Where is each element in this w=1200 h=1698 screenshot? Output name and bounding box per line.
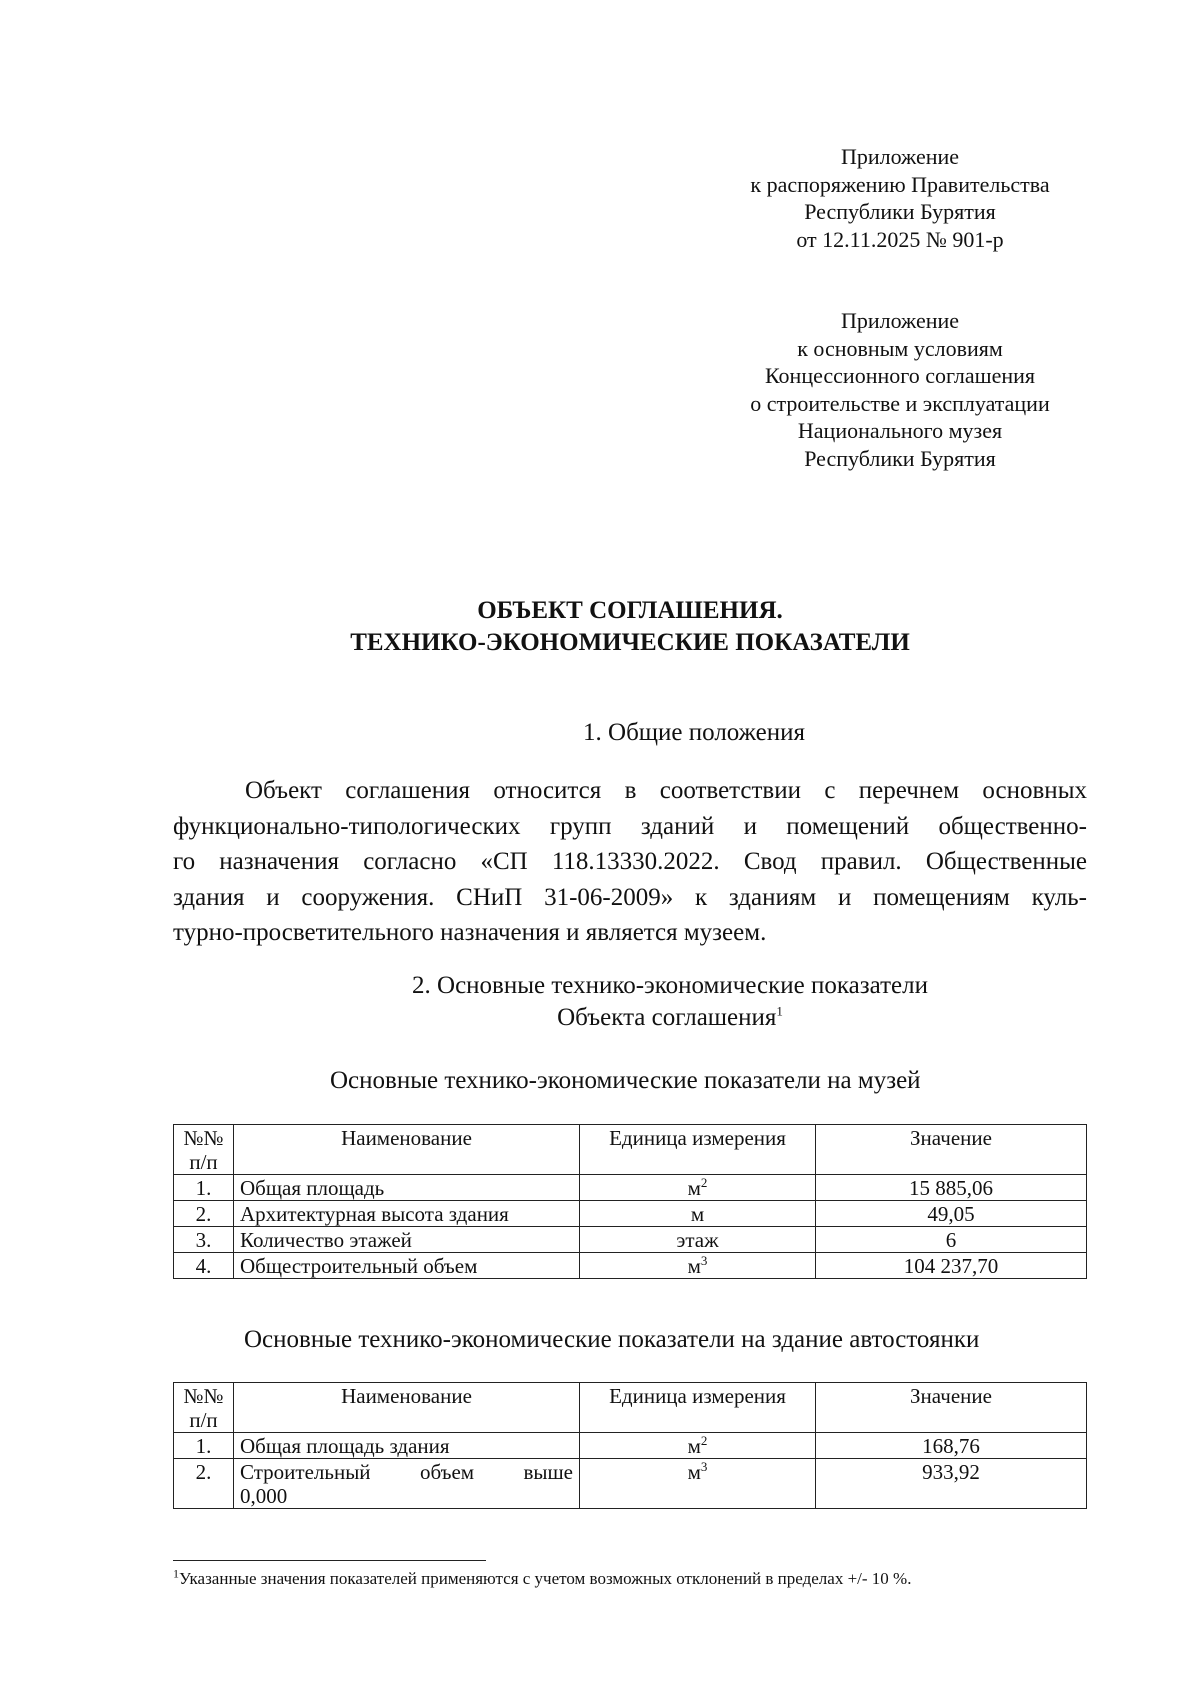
header-value: Значение xyxy=(816,1383,1087,1433)
table-museum xyxy=(173,1124,1087,1279)
section-1-heading: 1. Общие положения xyxy=(583,719,805,746)
approval-line: от 12.11.2025 № 901-р xyxy=(796,226,1004,252)
section-2-heading-line-2 xyxy=(300,1002,1040,1034)
document-title-line-1: ОБЪЕКТ СОГЛАШЕНИЯ. xyxy=(477,597,783,624)
table-header-row xyxy=(174,1383,1087,1433)
cell-value: 168,76 xyxy=(816,1433,1087,1459)
unit-text: м xyxy=(687,1460,701,1484)
unit-text: м xyxy=(687,1176,701,1200)
cell-num: 4. xyxy=(174,1253,234,1279)
cell-unit xyxy=(580,1459,816,1509)
approval-block-government-order xyxy=(700,143,1100,253)
cell-name: Общая площадь здания xyxy=(234,1433,580,1459)
unit-text: м xyxy=(687,1434,701,1458)
header-value: Значение xyxy=(816,1125,1087,1175)
approval-line: к основным условиям xyxy=(797,335,1003,361)
paragraph-line: функционально-типологических групп зданий и помещений общественно- xyxy=(173,812,1087,840)
approval-line: Концессионного соглашения xyxy=(764,363,1036,388)
unit-exponent: 2 xyxy=(700,1433,708,1448)
approval-line: Республики Бурятия xyxy=(804,199,996,224)
approval-line: Приложение xyxy=(840,144,960,169)
cell-value: 104 237,70 xyxy=(816,1253,1087,1279)
paragraph-line: здания и сооружения. СНиП 31-06-2009» к зданиям и помещениям куль- xyxy=(173,883,1087,911)
header-num: №№ п/п xyxy=(174,1383,234,1433)
cell-value: 49,05 xyxy=(816,1201,1087,1227)
cell-num: 2. xyxy=(174,1459,234,1509)
unit-exponent: 3 xyxy=(700,1459,708,1474)
footnote-mark: 1 xyxy=(173,1566,179,1581)
paragraph-line: го назначения согласно «СП 118.13330.2022. Свод правил. Общественные xyxy=(173,848,1087,875)
cell-name-line-2: 0,000 xyxy=(240,1484,288,1508)
approval-block-concession-terms xyxy=(700,307,1100,472)
cell-num: 1. xyxy=(174,1433,234,1459)
cell-num: 3. xyxy=(174,1227,234,1253)
unit-exponent: 3 xyxy=(700,1253,708,1268)
approval-line: к распоряжению Правительства xyxy=(750,171,1050,197)
cell-value: 15 885,06 xyxy=(816,1175,1087,1201)
table-museum-caption: Основные технико-экономические показатели на музей xyxy=(330,1067,921,1094)
footnote xyxy=(173,1568,1087,1590)
header-unit: Единица измерения xyxy=(580,1383,816,1433)
table-row xyxy=(174,1175,1087,1201)
section-2-heading xyxy=(300,970,1040,1034)
cell-unit: м xyxy=(580,1201,816,1227)
document-title-line-2: ТЕХНИКО-ЭКОНОМИЧЕСКИЕ ПОКАЗАТЕЛИ xyxy=(350,629,910,656)
cell-name-line-1: Строительный объем выше xyxy=(240,1460,573,1484)
table-parking xyxy=(173,1382,1087,1509)
cell-name: Общая площадь xyxy=(234,1175,580,1201)
cell-name: Общестроительный объем xyxy=(234,1253,580,1279)
paragraph-line: турно-просветительного назначения и является музеем. xyxy=(173,919,767,946)
cell-unit xyxy=(580,1433,816,1459)
cell-num: 2. xyxy=(174,1201,234,1227)
table-parking-caption: Основные технико-экономические показатели на здание автостоянки xyxy=(244,1326,980,1353)
cell-unit xyxy=(580,1253,816,1279)
unit-exponent: 2 xyxy=(700,1175,708,1190)
section-1-paragraph xyxy=(173,773,1087,951)
cell-unit xyxy=(580,1175,816,1201)
table-row xyxy=(174,1201,1087,1227)
table-header-row xyxy=(174,1125,1087,1175)
cell-unit: этаж xyxy=(580,1227,816,1253)
header-name: Наименование xyxy=(234,1383,580,1433)
footnote-separator xyxy=(173,1560,486,1561)
approval-line: Республики Бурятия xyxy=(804,445,996,471)
footnote-reference: 1 xyxy=(776,1003,783,1019)
table-row xyxy=(174,1433,1087,1459)
cell-name: Архитектурная высота здания xyxy=(234,1201,580,1227)
table-row xyxy=(174,1459,1087,1509)
cell-value: 6 xyxy=(816,1227,1087,1253)
cell-name xyxy=(234,1459,580,1509)
header-unit: Единица измерения xyxy=(580,1125,816,1175)
section-2-heading-line-1: 2. Основные технико-экономические показатели xyxy=(412,972,928,999)
table-row xyxy=(174,1227,1087,1253)
cell-name: Количество этажей xyxy=(234,1227,580,1253)
section-2-heading-text: Объекта соглашения xyxy=(557,1004,777,1031)
cell-value: 933,92 xyxy=(816,1459,1087,1509)
approval-line: Национального музея xyxy=(797,418,1003,443)
paragraph-line: Объект соглашения относится в соответствии с перечнем основных xyxy=(245,777,1087,804)
footnote-text: Указанные значения показателей применяются с учетом возможных отклонений в пределах +/- 10 %. xyxy=(179,1569,912,1588)
cell-num: 1. xyxy=(174,1175,234,1201)
unit-text: м xyxy=(687,1254,701,1278)
header-name: Наименование xyxy=(234,1125,580,1175)
approval-line: о строительстве и эксплуатации xyxy=(750,390,1050,416)
table-row xyxy=(174,1253,1087,1279)
header-num: №№ п/п xyxy=(174,1125,234,1175)
approval-line: Приложение xyxy=(840,308,960,333)
document-title xyxy=(173,595,1087,659)
